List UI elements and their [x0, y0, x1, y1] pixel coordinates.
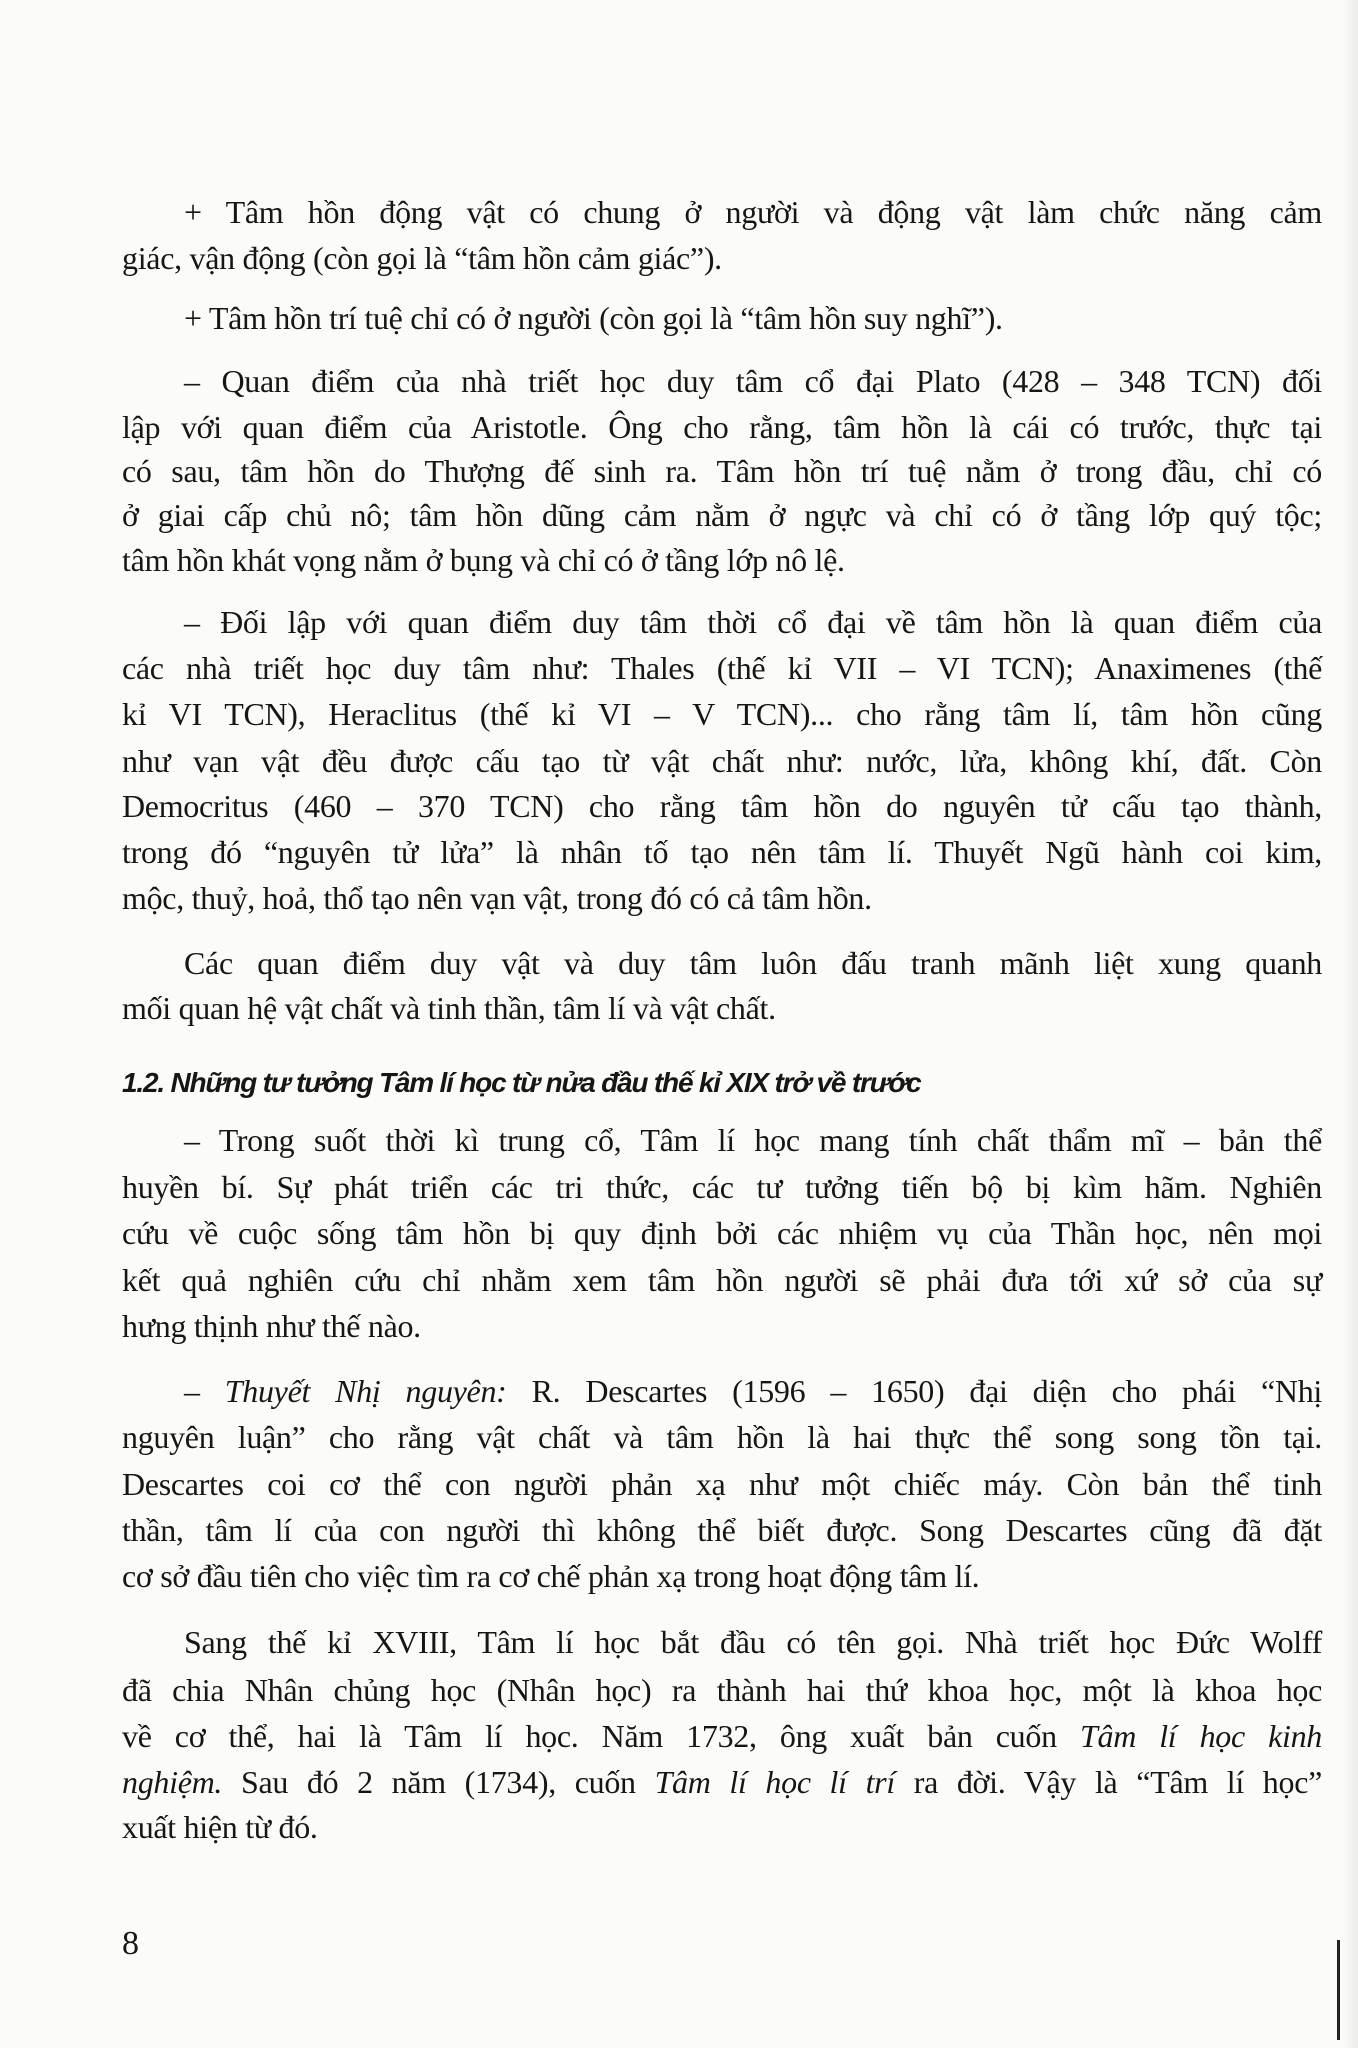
paragraph-line: tâm hồn khát vọng nằm ở bụng và chỉ có ở tầng lớp nô lệ. — [122, 542, 845, 578]
paragraph-line: trong đó “nguyên tử lửa” là nhân tố tạo nên tâm lí. Thuyết Ngũ hành coi kim, — [122, 834, 1322, 870]
line-text: R. Descartes (1596 – 1650) đại diện cho phái “Nhị — [506, 1373, 1322, 1409]
paragraph-line: xuất hiện từ đó. — [122, 1809, 318, 1845]
paragraph-line: ở giai cấp chủ nô; tâm hồn dũng cảm nằm ở ngực và chỉ có ở tầng lớp quý tộc; — [122, 497, 1322, 533]
paragraph-line: kỉ VI TCN), Heraclitus (thế kỉ VI – V TCN)... cho rằng tâm lí, tâm hồn cũng — [122, 696, 1322, 732]
paragraph-line: nguyên luận” cho rằng vật chất và tâm hồn là hai thực thể song song tồn tại. — [122, 1419, 1322, 1455]
line-text: ra đời. Vậy là “Tâm lí học” — [894, 1764, 1322, 1800]
paragraph-line: lập với quan điểm của Aristotle. Ông cho rằng, tâm hồn là cái có trước, thực tại — [122, 409, 1322, 445]
scan-edge-line — [1337, 1940, 1340, 2040]
paragraph-line: có sau, tâm hồn do Thượng đế sinh ra. Tâm hồn trí tuệ nằm ở trong đầu, chỉ có — [122, 453, 1322, 489]
paragraph-line: mộc, thuỷ, hoả, thổ tạo nên vạn vật, trong đó có cả tâm hồn. — [122, 880, 872, 916]
section-heading: 1.2. Những tư tưởng Tâm lí học từ nửa đầu thế kỉ XIX trở về trước — [122, 1067, 921, 1098]
paragraph-line: thần, tâm lí của con người thì không thể biết được. Song Descartes cũng đã đặt — [122, 1512, 1322, 1548]
page-number: 8 — [122, 1925, 139, 1962]
paragraph-line: + Tâm hồn động vật có chung ở người và động vật làm chức năng cảm — [184, 194, 1322, 230]
paragraph-line — [184, 1371, 1322, 1411]
paragraph-line: Các quan điểm duy vật và duy tâm luôn đấu tranh mãnh liệt xung quanh — [184, 945, 1322, 981]
paragraph-line: Sang thế kỉ XVIII, Tâm lí học bắt đầu có tên gọi. Nhà triết học Đức Wolff — [184, 1624, 1322, 1660]
paragraph-line: – Quan điểm của nhà triết học duy tâm cổ đại Plato (428 – 348 TCN) đối — [184, 363, 1322, 399]
paragraph-line: giác, vận động (còn gọi là “tâm hồn cảm giác”). — [122, 240, 722, 276]
paragraph-line: như vạn vật đều được cấu tạo từ vật chất như: nước, lửa, không khí, đất. Còn — [122, 743, 1322, 779]
dash: – — [184, 1373, 225, 1409]
paragraph-line: + Tâm hồn trí tuệ chỉ có ở người (còn gọi là “tâm hồn suy nghĩ”). — [184, 300, 1003, 336]
paragraph-line: kết quả nghiên cứu chỉ nhằm xem tâm hồn người sẽ phải đưa tới xứ sở của sự — [122, 1262, 1322, 1298]
book-title: nghiệm. — [122, 1764, 223, 1800]
page-edge-shadow — [1342, 0, 1358, 2048]
paragraph-line: Democritus (460 – 370 TCN) cho rằng tâm hồn do nguyên tử cấu tạo thành, — [122, 788, 1322, 824]
paragraph-line: – Trong suốt thời kì trung cổ, Tâm lí học mang tính chất thẩm mĩ – bản thể — [184, 1122, 1322, 1158]
paragraph-line: – Đối lập với quan điểm duy tâm thời cổ đại về tâm hồn là quan điểm của — [184, 604, 1322, 640]
paragraph-line: các nhà triết học duy tâm như: Thales (thế kỉ VII – VI TCN); Anaximenes (thế — [122, 650, 1322, 686]
paragraph-line — [122, 1762, 1322, 1802]
paragraph-line: huyền bí. Sự phát triển các tri thức, các tư tưởng tiến bộ bị kìm hãm. Nghiên — [122, 1169, 1322, 1205]
book-title: Tâm lí học kinh — [1080, 1718, 1322, 1754]
paragraph-line: Descartes coi cơ thể con người phản xạ như một chiếc máy. Còn bản thể tinh — [122, 1466, 1322, 1502]
line-text: Sau đó 2 năm (1734), cuốn — [222, 1764, 655, 1800]
paragraph-line: cứu về cuộc sống tâm hồn bị quy định bởi các nhiệm vụ của Thần học, nên mọi — [122, 1215, 1322, 1251]
paragraph-line: hưng thịnh như thế nào. — [122, 1308, 421, 1344]
line-text: về cơ thể, hai là Tâm lí học. Năm 1732, ông xuất bản cuốn — [122, 1718, 1080, 1754]
italic-term: Thuyết Nhị nguyên: — [224, 1373, 507, 1409]
paragraph-line: đã chia Nhân chủng học (Nhân học) ra thành hai thứ khoa học, một là khoa học — [122, 1672, 1322, 1708]
book-title: Tâm lí học lí trí — [654, 1764, 895, 1800]
paragraph-line: cơ sở đầu tiên cho việc tìm ra cơ chế phản xạ trong hoạt động tâm lí. — [122, 1558, 980, 1594]
paragraph-line — [122, 1716, 1322, 1756]
paragraph-line: mối quan hệ vật chất và tinh thần, tâm lí và vật chất. — [122, 990, 776, 1026]
